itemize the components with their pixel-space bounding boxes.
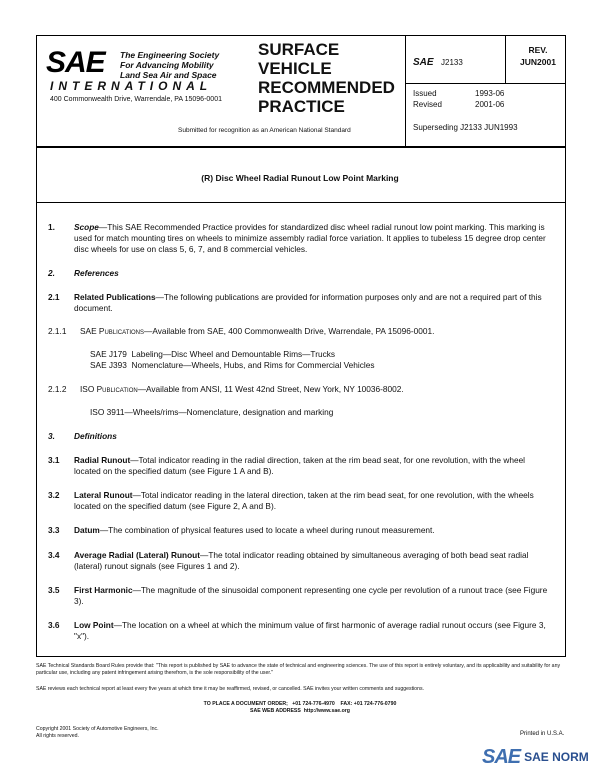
section-1-scope: Scope—This SAE Recommended Practice provides for standardized disc wheel radial runout low point marking. This marking is used for match mounting tires on wheels to minimize assembly radial force variation. It applies to tubeless 15 degree drop center disc wheels for use on class 5, 6, 7, and 8 commercial vehicles. xyxy=(74,222,546,254)
header-divider-2 xyxy=(505,35,506,83)
issued-label: Issued xyxy=(413,89,437,98)
society-text: The Engineering Society For Advancing Mobility Land Sea Air and Space xyxy=(120,50,220,80)
section-3-3-text: Datum—The combination of physical features used to locate a wheel during runout measurement. xyxy=(74,525,435,535)
section-3-heading: Definitions xyxy=(74,431,117,441)
rev-label: REV. xyxy=(528,45,548,55)
section-2-1-2-text: ISO Publication—Available from ANSI, 11 West 42nd Street, New York, NY 10036-8002. xyxy=(80,384,404,394)
section-2-1-text: Related Publications—The following publications are provided for information purposes only and are not a required part of this document. xyxy=(74,292,542,313)
title-divider xyxy=(36,202,566,203)
section-3-5-number: 3.5 xyxy=(48,585,60,595)
section-2-1-1-number: 2.1.1 xyxy=(48,326,67,336)
section-3-6-text: Low Point—The location on a wheel at which the minimum value of first harmonic of average radial runout occurs (see Figure 3, "x"). xyxy=(74,620,546,641)
revised-label: Revised xyxy=(413,100,442,109)
section-2-1-2-number: 2.1.2 xyxy=(48,384,67,394)
doc-number: J2133 xyxy=(441,58,463,67)
rev-date: JUN2001 xyxy=(520,57,556,67)
document-type: SURFACE VEHICLE RECOMMENDED PRACTICE xyxy=(258,40,395,116)
section-2-1-number: 2.1 xyxy=(48,292,60,302)
section-3-2-text: Lateral Runout—Total indicator reading in the lateral direction, taken at the rim bead seat, for one revolution, with the wheels located on the specified datum (see Figure 2, A and B). xyxy=(74,490,534,511)
section-2-1-1-text: SAE Publications—Available from SAE, 400 Commonwealth Drive, Warrendale, PA 15096-0001. xyxy=(80,326,435,336)
section-3-1-text: Radial Runout—Total indicator reading in the radial direction, taken at the rim bead seat, for one revolution, with the wheel located on the specified datum (see Figure 1 A and B). xyxy=(74,455,526,476)
section-3-2-number: 3.2 xyxy=(48,490,60,500)
sae-address: 400 Commonwealth Drive, Warrendale, PA 15096-0001 xyxy=(50,96,222,103)
revised-date: 2001-06 xyxy=(475,100,505,109)
section-3-6-number: 3.6 xyxy=(48,620,60,630)
section-3-number: 3. xyxy=(48,431,55,441)
section-1-number: 1. xyxy=(48,222,55,232)
doc-number-block xyxy=(413,52,463,70)
sae-j393-item: SAE J393 Nomenclature—Wheels, Hubs, and Rims for Commercial Vehicles xyxy=(90,360,375,370)
section-3-4-text: Average Radial (Lateral) Runout—The total indicator reading obtained by simultaneous averaging of both bead seat radial (lateral) runout signals (see Figures 1 and 2). xyxy=(74,550,529,571)
issue-info xyxy=(413,88,504,110)
footer-note-1: SAE Technical Standards Board Rules provide that: "This report is published by SAE to advance the state of technical and engineering sciences. The use of this report is entirely voluntary, and its applicability and suitability for any particular use, including any patent infringement arising therefrom, is the sole responsibility of the user." xyxy=(36,663,561,676)
section-3-1-number: 3.1 xyxy=(48,455,60,465)
section-3-4-number: 3.4 xyxy=(48,550,60,560)
rev-block xyxy=(510,44,566,68)
document-title: (R) Disc Wheel Radial Runout Low Point Marking xyxy=(201,173,399,183)
iso-3911-item: ISO 3911—Wheels/rims—Nomenclature, designation and marking xyxy=(90,407,334,417)
submitted-note: Submitted for recognition as an American National Standard xyxy=(178,127,351,134)
web-address-line: SAE WEB ADDRESS http://www.sae.org xyxy=(250,708,350,714)
section-2-number: 2. xyxy=(48,268,55,278)
header-divider-h xyxy=(405,83,566,84)
section-2-heading: References xyxy=(74,268,119,278)
copyright-line-1: Copyright 2001 Society of Automotive Engineers, Inc. xyxy=(36,726,159,732)
printed-in: Printed in U.S.A. xyxy=(520,731,565,737)
sae-norm-watermark xyxy=(482,742,589,772)
order-line: TO PLACE A DOCUMENT ORDER; +01 724-776-4970 FAX: +01 724-776-0790 xyxy=(203,701,397,707)
sae-j179-item: SAE J179 Labeling—Disc Wheel and Demountable Rims—Trucks xyxy=(90,349,336,359)
header-divider-1 xyxy=(405,35,406,147)
copyright-line-2: All rights reserved. xyxy=(36,733,79,739)
sae-mini-logo: SAE xyxy=(413,57,434,68)
sae-logo: SAE xyxy=(46,46,105,79)
issued-date: 1993-06 xyxy=(475,89,505,98)
international-text: INTERNATIONAL xyxy=(50,79,213,93)
watermark-sae-logo: SAE xyxy=(482,745,521,768)
footer-note-2: SAE reviews each technical report at least every five years at which time it may be reaffirmed, revised, or cancelled. SAE invites your written comments and suggestions. xyxy=(36,686,424,692)
section-3-5-text: First Harmonic—The magnitude of the sinusoidal component representing one cycle per revolution of a runout trace (see Figure 3). xyxy=(74,585,548,606)
superseding-note: Superseding J2133 JUN1993 xyxy=(413,123,518,132)
section-3-3-number: 3.3 xyxy=(48,525,60,535)
watermark-text: SAE NORM xyxy=(524,750,589,764)
